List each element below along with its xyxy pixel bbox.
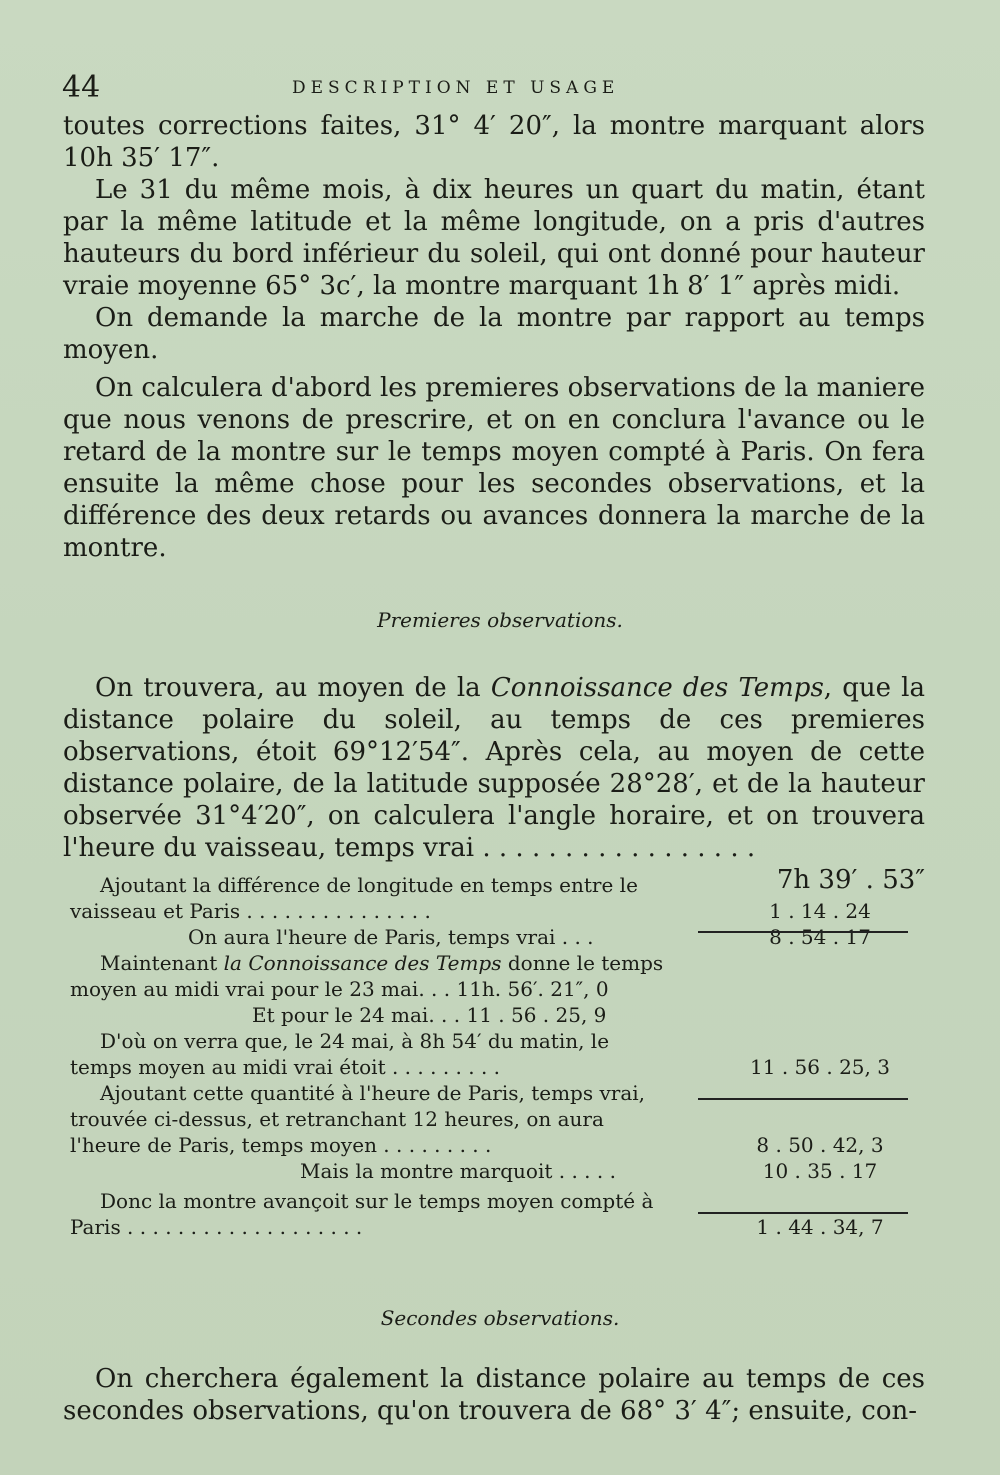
calc-row (70, 1028, 920, 1054)
calc-value: 8 . 54 . 17 (769, 925, 871, 949)
calc-label: trouvée ci-dessus, et retranchant 12 heures, on aura (70, 1107, 604, 1131)
calc-row (70, 1214, 920, 1240)
calc-label: temps moyen au midi vrai étoit . . . . . . . . . (70, 1055, 501, 1079)
calc-label: Ajoutant cette quantité à l'heure de Paris, temps vrai, (100, 1081, 645, 1105)
intro-paragraph-3: On demande la marche de la montre par rapport au temps moyen. (63, 303, 925, 365)
calc-row (70, 1132, 920, 1158)
sum-rule (698, 1212, 908, 1214)
intro-text (63, 110, 925, 564)
sum-rule (698, 1098, 908, 1100)
section1-rest: , que la distance polaire du soleil, au temps de ces premieres observations, étoit 69°12′54″. Après cela, au moyen de cette distance polaire, de la latitude supposée 28°28′, et de la hauteur observée 31°4′20″, on calculera l'angle horaire, et on trouvera l'heure du vaisseau, temps vrai (63, 673, 925, 863)
calc-row (70, 898, 920, 924)
section-title-premieres: Premieres observations. (377, 608, 623, 632)
calc-value: 10 . 35 . 17 (762, 1159, 878, 1183)
calc-label (100, 950, 663, 976)
sum-rule (698, 931, 908, 933)
calc-row (70, 872, 920, 898)
calc-lead: Maintenant (100, 951, 224, 975)
section1-lead: On trouvera, au moyen de la (95, 673, 491, 703)
calc-row (70, 1188, 920, 1214)
calc-row (70, 950, 920, 976)
section-title-secondes: Secondes observations. (380, 1306, 620, 1330)
calc-row (70, 976, 920, 1002)
intro-paragraph-1: toutes corrections faites, 31° 4′ 20″, la montre marquant alors 10h 35′ 17″. (63, 111, 925, 173)
calc-label: Et pour le 24 mai. . . 11 . 56 . 25, 9 (252, 1003, 607, 1027)
page-header (62, 70, 922, 106)
calc-label: D'où on verra que, le 24 mai, à 8h 54′ du matin, le (100, 1029, 610, 1053)
calc-label: moyen au midi vrai pour le 23 mai. . . 11h. 56′. 21″, 0 (70, 977, 609, 1001)
section2-paragraph: On cherchera également la distance polaire au temps de ces secondes observations, qu'on trouvera de 68° 3′ 4″; ensuite, con- (63, 1364, 925, 1426)
ship-time-value: 7h 39′ . 53″ (776, 865, 925, 895)
intro-paragraph-4: On calculera d'abord les premieres observations de la maniere que nous venons de prescrire, et on en conclura l'avance ou le retard de la montre sur le temps moyen compté à Paris. On fera ensuite la même chose pour les secondes observations, et la différence des deux retards ou avances donnera la marche de la montre. (63, 373, 925, 563)
connoissance-title: la Connoissance des Temps (223, 951, 502, 975)
intro-paragraph-2: Le 31 du même mois, à dix heures un quart du matin, étant par la même latitude et la même longitude, on a pris d'autres hauteurs du bord inférieur du soleil, qui ont donné pour hauteur vraie moyenne 65° 3c′, la montre marquant 1h 8′ 1″ après midi. (63, 175, 925, 301)
section1-text (63, 672, 925, 896)
calc-value: 1 . 14 . 24 (769, 899, 871, 923)
section2-text (63, 1363, 925, 1427)
calc-value: 1 . 44 . 34, 7 (756, 1215, 884, 1239)
calc-row (70, 924, 920, 950)
calc-row (70, 1002, 920, 1028)
connoissance-title: Connoissance des Temps (490, 673, 824, 703)
calc-label: Paris . . . . . . . . . . . . . . . . . . . (70, 1215, 363, 1239)
calc-row (70, 1080, 920, 1106)
calc-value: 11 . 56 . 25, 3 (750, 1055, 890, 1079)
calc-value: 8 . 50 . 42, 3 (756, 1133, 884, 1157)
leader-dots: . . . . . . . . . . . . . . . . . (474, 833, 756, 863)
calc-label: l'heure de Paris, temps moyen . . . . . . . . . (70, 1133, 492, 1157)
calc-label: Mais la montre marquoit . . . . . (300, 1159, 616, 1183)
calc-label: On aura l'heure de Paris, temps vrai . . . (188, 925, 594, 949)
page-number: 44 (62, 70, 101, 105)
calculation-table (70, 872, 920, 1240)
calc-label: vaisseau et Paris . . . . . . . . . . . . . . . (70, 899, 431, 923)
running-title: DESCRIPTION ET USAGE (292, 78, 620, 98)
calc-row (70, 1054, 920, 1080)
calc-label: Donc la montre avançoit sur le temps moyen compté à (100, 1189, 654, 1213)
calc-rest: donne le temps (501, 951, 664, 975)
calc-label: Ajoutant la différence de longitude en temps entre le (100, 873, 638, 897)
calc-row (70, 1106, 920, 1132)
calc-row (70, 1158, 920, 1184)
